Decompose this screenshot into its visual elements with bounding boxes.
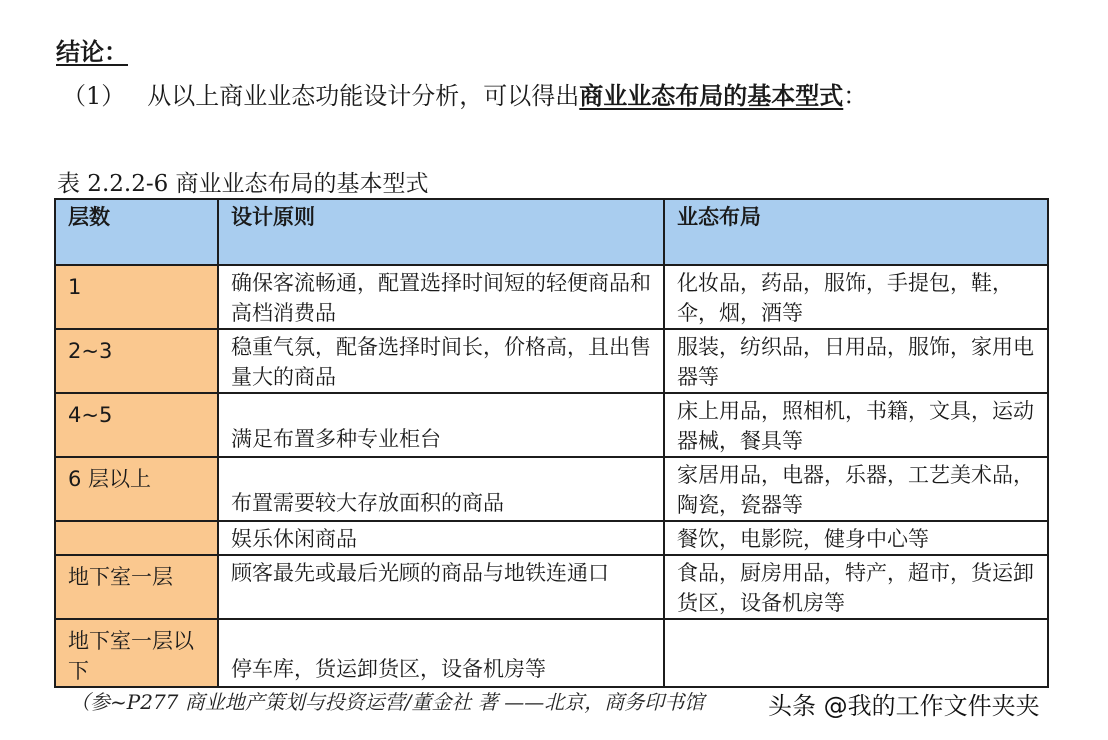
format-cell: 床上用品，照相机，书籍，文具，运动器械，餐具等: [664, 393, 1048, 457]
header-format: 业态布局: [664, 199, 1048, 265]
principle-cell: 顾客最先或最后光顾的商品与地铁连通口: [218, 555, 664, 619]
table-row: [55, 457, 1048, 521]
principle-cell: 布置需要较大存放面积的商品: [218, 457, 664, 521]
conclusion-title: 结论：: [56, 37, 128, 66]
conclusion-text: 从以上商业业态功能设计分析，可以得出: [147, 82, 580, 110]
table-row: [55, 555, 1048, 619]
header-floor: 层数: [55, 199, 218, 265]
floor-cell: 1: [55, 265, 218, 329]
floor-cell: 地下室一层: [55, 555, 218, 619]
format-cell: 化妆品，药品，服饰，手提包，鞋，伞，烟，酒等: [664, 265, 1048, 329]
conclusion-line: [56, 76, 867, 111]
format-cell: 餐饮，电影院，健身中心等: [664, 521, 1048, 555]
principle-cell: 满足布置多种专业柜台: [218, 393, 664, 457]
conclusion-end: ：: [843, 82, 868, 110]
format-cell: 食品，厨房用品，特产，超市，货运卸货区，设备机房等: [664, 555, 1048, 619]
header-principle: 设计原则: [218, 199, 664, 265]
table-row: [55, 329, 1048, 393]
format-cell: [664, 619, 1048, 687]
floor-cell: 2~3: [55, 329, 218, 393]
floor-cell: 6 层以上: [55, 457, 218, 521]
table-row: [55, 393, 1048, 457]
table-row: [55, 265, 1048, 329]
watermark: 头条 @我的工作文件夹夹: [768, 692, 1040, 720]
conclusion-emphasis: 商业业态布局的基本型式: [579, 81, 844, 110]
principle-cell: 确保客流畅通，配置选择时间短的轻便商品和高档消费品: [218, 265, 664, 329]
floor-cell: 4~5: [55, 393, 218, 457]
principle-cell: 稳重气氛，配备选择时间长，价格高，且出售量大的商品: [218, 329, 664, 393]
floor-cell: 地下室一层以下: [55, 619, 218, 687]
source-note: （参~P277 商业地产策划与投资运营/董金社 著 ——北京，商务印书馆: [70, 690, 705, 714]
table-caption: 表 2.2.2-6 商业业态布局的基本型式: [57, 171, 429, 197]
conclusion-number: （1）: [62, 82, 126, 110]
table-row: [55, 619, 1048, 687]
floor-cell: [55, 521, 218, 555]
format-cell: 服装，纺织品，日用品，服饰，家用电器等: [664, 329, 1048, 393]
format-cell: 家居用品，电器，乐器，工艺美术品，陶瓷，瓷器等: [664, 457, 1048, 521]
business-layout-table: [54, 198, 1049, 688]
principle-cell: 娱乐休闲商品: [218, 521, 664, 555]
table-row: [55, 521, 1048, 555]
table-header-row: [55, 199, 1048, 265]
principle-cell: 停车库，货运卸货区，设备机房等: [218, 619, 664, 687]
